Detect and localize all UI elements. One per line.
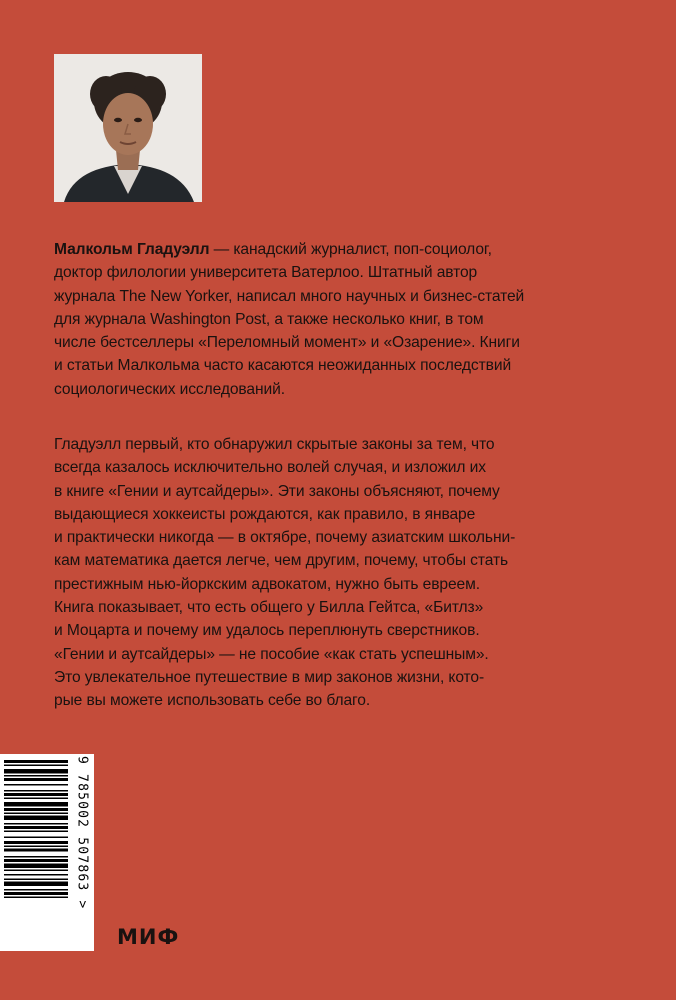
barcode-bar (4, 892, 68, 895)
description-line: и Моцарта и почему им удалось переплюнуть сверстников. (54, 622, 480, 640)
barcode-bar (4, 846, 68, 848)
barcode-bar (4, 793, 68, 796)
barcode-bar (4, 826, 68, 829)
barcode-bar (4, 864, 68, 869)
barcode-bar (4, 760, 68, 763)
description-line: выдающиеся хоккеисты рождаются, как правило, в январе (54, 505, 476, 523)
barcode-bar (4, 870, 68, 872)
barcode-bar (4, 897, 68, 899)
description-line: Гладуэлл первый, кто обнаружил скрытые законы за тем, что (54, 436, 495, 453)
bio-line: для журнала Washington Post, а также несколько книг, в том (54, 310, 484, 328)
barcode-bar (4, 798, 68, 800)
barcode-bar (4, 837, 68, 839)
description-line: всегда казалось исключительно волей случая, и изложил их (54, 459, 486, 477)
barcode-bar (4, 813, 68, 815)
barcode-bar (4, 778, 68, 781)
description-line: Это увлекательное путешествие в мир законов жизни, кото- (54, 668, 485, 686)
description-line: кам математика дается легче, чем другим, почему, чтобы стать (54, 552, 509, 570)
author-portrait-image (54, 54, 202, 202)
author-bio (54, 238, 620, 401)
author-photo (54, 54, 202, 202)
book-description (54, 433, 620, 713)
bio-line: социологических исследований. (54, 380, 285, 398)
barcode-bar (4, 769, 68, 774)
description-line: и практически никогда — в октябре, почему азиатским школьни- (54, 529, 516, 547)
barcode-bar (4, 784, 68, 786)
description-line: Книга показывает, что есть общего у Билла Гейтса, «Битлз» (54, 599, 484, 617)
barcode-bar (4, 856, 68, 858)
barcode-bar (4, 775, 68, 777)
author-name: Малкольм Гладуэлл (54, 241, 210, 258)
barcode-bar (4, 841, 68, 844)
description-line: «Гении и аутсайдеры» — не пособие «как стать успешным». (54, 645, 489, 663)
barcode-bar (4, 808, 68, 811)
bio-line: Малкольм Гладуэлл — канадский журналист, поп-социолог, (54, 241, 492, 258)
barcode-bar (4, 882, 68, 887)
barcode-bar (4, 874, 68, 876)
bio-line: и статьи Малкольма часто касаются неожиданных последствий (54, 357, 512, 375)
publisher-logo: МИФ (117, 925, 180, 949)
description-line: в книге «Гении и аутсайдеры». Эти законы объясняют, почему (54, 482, 500, 500)
description-line: престижным нью-йоркским адвокатом, нужно быть евреем. (54, 575, 480, 593)
bio-line: числе бестселлеры «Переломный момент» и «Озарение». Книги (54, 334, 520, 352)
bio-line: журнала The New Yorker, написал много научных и бизнес-статей (54, 287, 525, 305)
isbn-number: 9 785002 507863 > (74, 756, 90, 910)
barcode-bar (4, 849, 68, 852)
barcode-bar (4, 831, 68, 833)
barcode-bar (4, 889, 68, 891)
barcode-bar (4, 765, 68, 767)
description-line: рые вы можете использовать себе во благо. (54, 692, 371, 710)
barcode-bar (4, 790, 68, 792)
barcode-bar (4, 879, 68, 881)
barcode-bar (4, 802, 68, 807)
barcode-bar (4, 859, 68, 862)
bio-line: доктор филологии университета Ватерлоо. Штатный автор (54, 264, 478, 282)
barcode-bar (4, 816, 68, 821)
barcode-bar (4, 823, 68, 825)
